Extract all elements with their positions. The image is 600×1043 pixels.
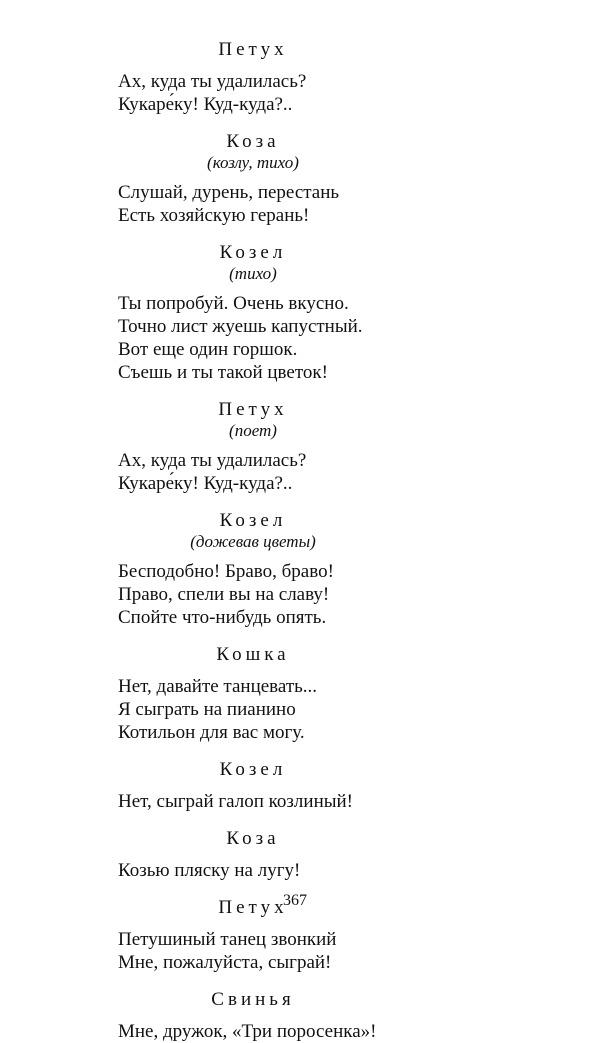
verse-line: Нет, сыграй галоп козлиный! [118, 791, 354, 812]
verse-line: Право, спели вы на славу! [118, 584, 330, 605]
dialogue-block [118, 643, 448, 744]
verse-line: Я сыграть на пианино [118, 699, 296, 720]
verse-lines [118, 1020, 448, 1043]
dialogue-block [118, 398, 448, 495]
block-spacer [118, 384, 448, 398]
verse-line: Съешь и ты такой цветок! [118, 362, 328, 383]
dialogue-block [118, 130, 448, 227]
verse-lines [118, 560, 448, 629]
verse-lines [118, 70, 448, 116]
verse-lines [118, 790, 448, 813]
verse-lines [118, 181, 448, 227]
verse-line: Мне, пожалуйста, сыграй! [118, 952, 332, 973]
verse-line: Кукаре́ку! Куд-куда?.. [118, 473, 293, 494]
verse-lines [118, 449, 448, 495]
page-number: 367 [283, 892, 307, 909]
verse-line: Кукаре́ку! Куд-куда?.. [118, 94, 293, 115]
stage-direction: (поет) [229, 421, 277, 440]
verse-line: Петушиный танец звонкий [118, 929, 337, 950]
verse-line: Ах, куда ты удалилась? [118, 450, 307, 471]
stage-direction: (дожевав цветы) [190, 532, 316, 551]
speaker-name: Коза [226, 828, 280, 849]
block-spacer [118, 629, 448, 643]
verse-line: Слушай, дурень, перестань [118, 182, 340, 203]
block-spacer [118, 495, 448, 509]
verse-line: Мне, дружок, «Три поросенка»! [118, 1021, 377, 1042]
verse-line: Бесподобно! Браво, браво! [118, 561, 334, 582]
verse-lines [118, 675, 448, 744]
speaker-name: Кошка [216, 644, 290, 665]
verse-lines [118, 292, 448, 384]
dialogue-block [118, 988, 448, 1043]
block-spacer [118, 813, 448, 827]
dialogue-block [118, 509, 448, 629]
block-spacer [118, 744, 448, 758]
dialogue-block [118, 241, 448, 384]
speaker-name: Петух [218, 897, 288, 918]
stage-direction: (козлу, тихо) [207, 153, 299, 172]
verse-line: Ты попробуй. Очень вкусно. [118, 293, 349, 314]
verse-line: Ах, куда ты удалилась? [118, 71, 307, 92]
speaker-name: Свинья [211, 989, 295, 1010]
block-spacer [118, 974, 448, 988]
stage-direction: (тихо) [229, 264, 277, 283]
speaker-name: Козел [219, 242, 287, 263]
verse-line: Точно лист жуешь капустный. [118, 316, 363, 337]
speaker-name: Коза [226, 131, 280, 152]
speaker-name: Козел [219, 759, 287, 780]
block-spacer [118, 227, 448, 241]
dialogue-block [118, 758, 448, 813]
verse-line: Нет, давайте танцевать... [118, 676, 318, 697]
verse-line: Вот еще один горшок. [118, 339, 298, 360]
block-spacer [118, 116, 448, 130]
dialogue-block [118, 38, 448, 116]
verse-line: Котильон для вас могу. [118, 722, 305, 743]
dialogue-block [118, 827, 448, 882]
speaker-name: Петух [218, 39, 288, 60]
speaker-name: Козел [219, 510, 287, 531]
verse-lines [118, 859, 448, 882]
verse-line: Есть хозяйскую герань! [118, 205, 310, 226]
verse-lines [118, 928, 448, 974]
verse-line: Козью пляску на лугу! [118, 860, 301, 881]
speaker-name: Петух [218, 399, 288, 420]
verse-line: Спойте что-нибудь опять. [118, 607, 327, 628]
